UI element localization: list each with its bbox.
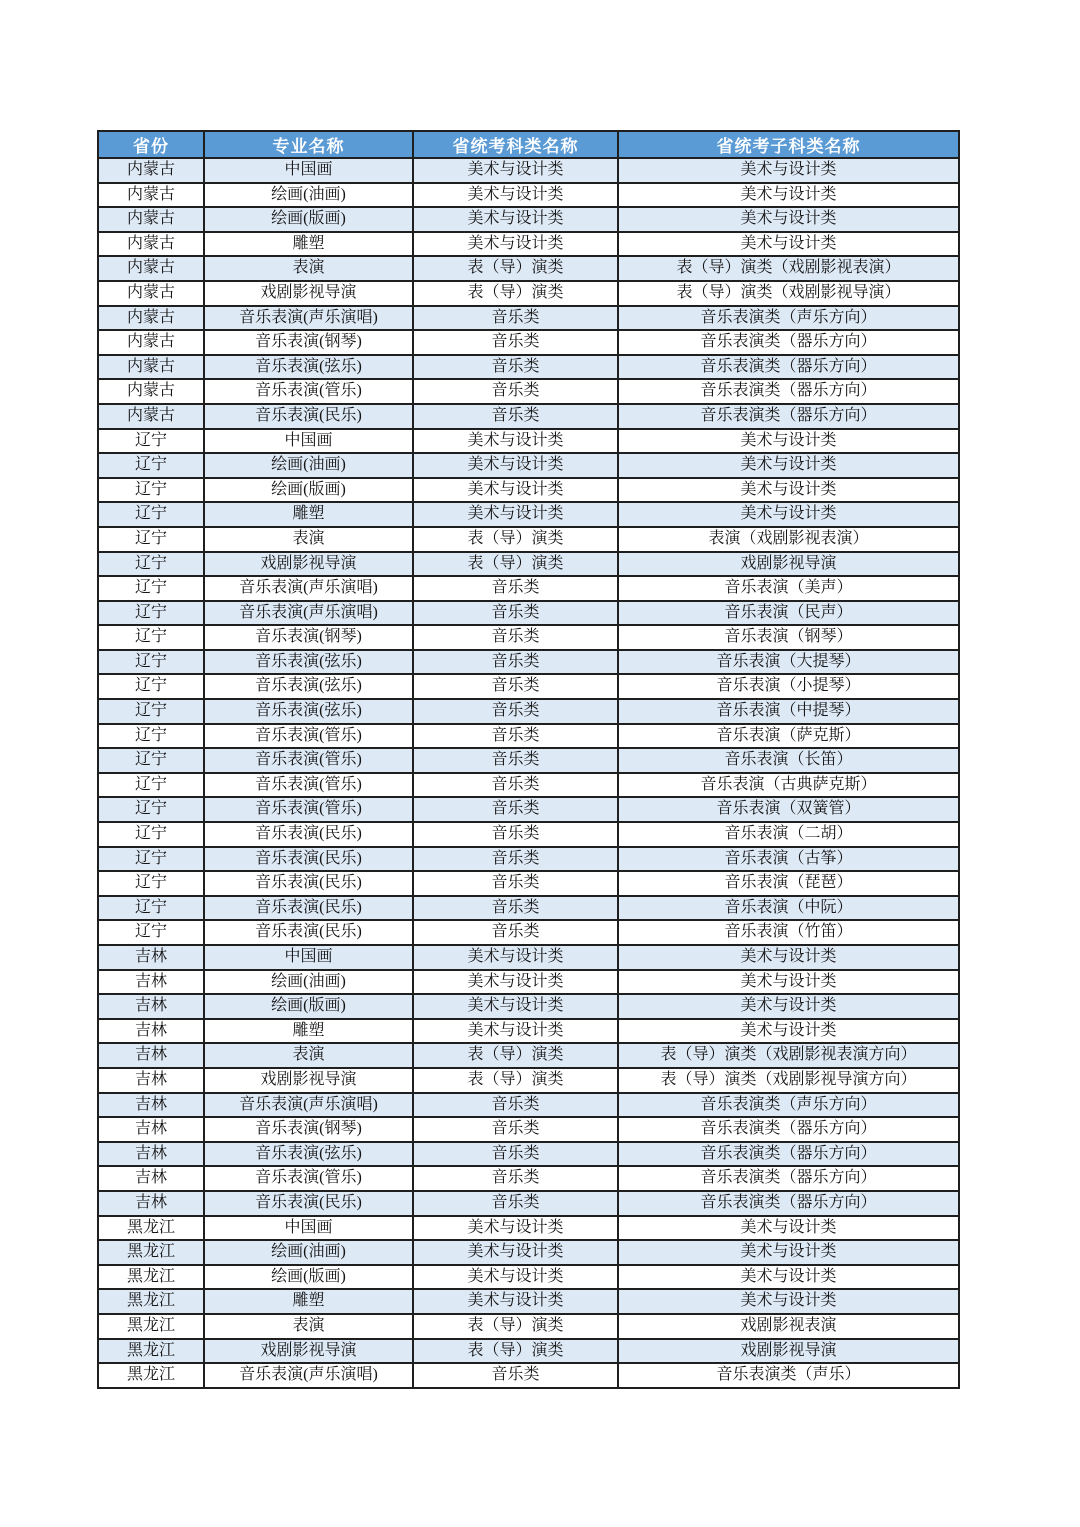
table-row xyxy=(98,674,959,699)
table-cell: 戏剧影视表演 xyxy=(618,1314,959,1339)
table-cell: 绘画(版画) xyxy=(204,1265,413,1290)
table-cell: 音乐表演（钢琴） xyxy=(618,625,959,650)
table-cell: 音乐表演（双簧管） xyxy=(618,797,959,822)
table-cell: 美术与设计类 xyxy=(618,232,959,257)
table-cell: 美术与设计类 xyxy=(618,1240,959,1265)
table-row xyxy=(98,576,959,601)
table-row xyxy=(98,1265,959,1290)
table-cell: 音乐表演类（声乐） xyxy=(618,1363,959,1388)
table-cell: 内蒙古 xyxy=(98,183,204,208)
table-row xyxy=(98,871,959,896)
table-row xyxy=(98,527,959,552)
table-cell: 音乐表演(弦乐) xyxy=(204,699,413,724)
table-row xyxy=(98,232,959,257)
table-cell: 音乐表演（古典萨克斯） xyxy=(618,773,959,798)
table-row xyxy=(98,1093,959,1118)
table-cell: 音乐表演(管乐) xyxy=(204,1166,413,1191)
table-cell: 表演 xyxy=(204,1314,413,1339)
table-cell: 音乐类 xyxy=(413,306,618,331)
table-cell: 吉林 xyxy=(98,1117,204,1142)
table-cell: 音乐表演(声乐演唱) xyxy=(204,601,413,626)
table-cell: 戏剧影视导演 xyxy=(204,1339,413,1364)
table-cell: 音乐表演(声乐演唱) xyxy=(204,576,413,601)
table-row xyxy=(98,158,959,183)
table-cell: 绘画(版画) xyxy=(204,207,413,232)
table-cell: 辽宁 xyxy=(98,478,204,503)
table-cell: 表（导）演类 xyxy=(413,1068,618,1093)
table-cell: 美术与设计类 xyxy=(618,158,959,183)
table-cell: 音乐类 xyxy=(413,1166,618,1191)
table-cell: 音乐表演（琵琶） xyxy=(618,871,959,896)
table-cell: 辽宁 xyxy=(98,674,204,699)
table-cell: 音乐表演类（器乐方向） xyxy=(618,1117,959,1142)
table-cell: 音乐表演（中阮） xyxy=(618,896,959,921)
table-row xyxy=(98,1019,959,1044)
table-cell: 辽宁 xyxy=(98,552,204,577)
table-cell: 内蒙古 xyxy=(98,281,204,306)
table-cell: 音乐类 xyxy=(413,379,618,404)
table-cell: 音乐类 xyxy=(413,822,618,847)
table-cell: 戏剧影视导演 xyxy=(204,1068,413,1093)
table-cell: 音乐表演(弦乐) xyxy=(204,355,413,380)
table-cell: 音乐表演(钢琴) xyxy=(204,330,413,355)
table-cell: 雕塑 xyxy=(204,502,413,527)
table-cell: 音乐类 xyxy=(413,1363,618,1388)
table-cell: 美术与设计类 xyxy=(618,429,959,454)
table-cell: 音乐表演(弦乐) xyxy=(204,650,413,675)
table-cell: 音乐类 xyxy=(413,355,618,380)
table-cell: 中国画 xyxy=(204,945,413,970)
table-cell: 辽宁 xyxy=(98,576,204,601)
table-cell: 美术与设计类 xyxy=(413,1240,618,1265)
table-cell: 吉林 xyxy=(98,1093,204,1118)
table-cell: 音乐表演(民乐) xyxy=(204,404,413,429)
table-cell: 音乐类 xyxy=(413,330,618,355)
table-cell: 音乐表演(弦乐) xyxy=(204,1142,413,1167)
table-cell: 音乐表演(管乐) xyxy=(204,797,413,822)
table-cell: 美术与设计类 xyxy=(413,1289,618,1314)
table-cell: 音乐表演（古筝） xyxy=(618,847,959,872)
table-cell: 音乐表演(民乐) xyxy=(204,920,413,945)
table-cell: 音乐表演类（器乐方向） xyxy=(618,330,959,355)
table-cell: 中国画 xyxy=(204,1216,413,1241)
table-cell: 美术与设计类 xyxy=(618,970,959,995)
table-cell: 音乐表演类（器乐方向） xyxy=(618,404,959,429)
table-cell: 音乐表演(民乐) xyxy=(204,847,413,872)
table-cell: 音乐类 xyxy=(413,625,618,650)
table-cell: 辽宁 xyxy=(98,527,204,552)
table-cell: 音乐类 xyxy=(413,576,618,601)
table-cell: 辽宁 xyxy=(98,797,204,822)
table-cell: 音乐表演（民声） xyxy=(618,601,959,626)
table-row xyxy=(98,1117,959,1142)
column-header-exam-category: 省统考科类名称 xyxy=(413,131,618,158)
table-cell: 美术与设计类 xyxy=(413,1216,618,1241)
table-row xyxy=(98,822,959,847)
table-row xyxy=(98,896,959,921)
table-cell: 辽宁 xyxy=(98,453,204,478)
table-cell: 内蒙古 xyxy=(98,330,204,355)
table-cell: 黑龙江 xyxy=(98,1363,204,1388)
table-row xyxy=(98,601,959,626)
table-cell: 绘画(版画) xyxy=(204,994,413,1019)
table-cell: 音乐表演(民乐) xyxy=(204,896,413,921)
table-row xyxy=(98,1289,959,1314)
table-cell: 音乐类 xyxy=(413,404,618,429)
table-cell: 美术与设计类 xyxy=(618,183,959,208)
table-cell: 音乐表演类（器乐方向） xyxy=(618,1191,959,1216)
table-cell: 吉林 xyxy=(98,994,204,1019)
table-cell: 中国画 xyxy=(204,158,413,183)
table-row xyxy=(98,724,959,749)
table-cell: 黑龙江 xyxy=(98,1265,204,1290)
table-cell: 音乐表演类（器乐方向） xyxy=(618,379,959,404)
table-cell: 美术与设计类 xyxy=(618,502,959,527)
table-row xyxy=(98,1142,959,1167)
table-cell: 辽宁 xyxy=(98,699,204,724)
table-cell: 音乐表演类（器乐方向） xyxy=(618,1166,959,1191)
table-row xyxy=(98,945,959,970)
column-header-province: 省份 xyxy=(98,131,204,158)
table-cell: 音乐表演类（声乐方向） xyxy=(618,306,959,331)
table-cell: 音乐类 xyxy=(413,650,618,675)
table-cell: 表（导）演类 xyxy=(413,527,618,552)
table-cell: 表（导）演类 xyxy=(413,1043,618,1068)
table-cell: 雕塑 xyxy=(204,232,413,257)
table-row xyxy=(98,355,959,380)
table-cell: 音乐类 xyxy=(413,871,618,896)
table-cell: 辽宁 xyxy=(98,429,204,454)
table-cell: 美术与设计类 xyxy=(618,1289,959,1314)
table-cell: 音乐类 xyxy=(413,699,618,724)
table-cell: 音乐表演(声乐演唱) xyxy=(204,1093,413,1118)
table-cell: 表演（戏剧影视表演） xyxy=(618,527,959,552)
table-cell: 美术与设计类 xyxy=(413,207,618,232)
table-row xyxy=(98,429,959,454)
table-cell: 表（导）演类 xyxy=(413,1314,618,1339)
table-cell: 音乐类 xyxy=(413,748,618,773)
table-cell: 美术与设计类 xyxy=(413,1265,618,1290)
table-cell: 吉林 xyxy=(98,1019,204,1044)
table-cell: 吉林 xyxy=(98,1191,204,1216)
table-cell: 音乐表演（中提琴） xyxy=(618,699,959,724)
table-row xyxy=(98,478,959,503)
table-cell: 绘画(版画) xyxy=(204,478,413,503)
table-cell: 美术与设计类 xyxy=(618,994,959,1019)
table-cell: 音乐类 xyxy=(413,1142,618,1167)
table-cell: 音乐表演（二胡） xyxy=(618,822,959,847)
table-cell: 内蒙古 xyxy=(98,404,204,429)
table-cell: 辽宁 xyxy=(98,896,204,921)
table-row xyxy=(98,1043,959,1068)
table-cell: 音乐类 xyxy=(413,896,618,921)
table-cell: 美术与设计类 xyxy=(413,970,618,995)
table-cell: 音乐表演类（器乐方向） xyxy=(618,1142,959,1167)
table-cell: 音乐表演(声乐演唱) xyxy=(204,1363,413,1388)
table-cell: 音乐表演（大提琴） xyxy=(618,650,959,675)
table-cell: 美术与设计类 xyxy=(618,478,959,503)
table-cell: 美术与设计类 xyxy=(618,945,959,970)
table-cell: 表（导）演类 xyxy=(413,552,618,577)
table-cell: 音乐表演(管乐) xyxy=(204,748,413,773)
table-row xyxy=(98,1068,959,1093)
table-row xyxy=(98,1314,959,1339)
table-cell: 音乐表演(钢琴) xyxy=(204,1117,413,1142)
table-cell: 音乐表演（小提琴） xyxy=(618,674,959,699)
table-cell: 美术与设计类 xyxy=(413,429,618,454)
table-cell: 辽宁 xyxy=(98,650,204,675)
table-row xyxy=(98,970,959,995)
table-cell: 美术与设计类 xyxy=(413,945,618,970)
table-cell: 辽宁 xyxy=(98,773,204,798)
table-row xyxy=(98,306,959,331)
table-row xyxy=(98,797,959,822)
table-cell: 美术与设计类 xyxy=(618,453,959,478)
table-cell: 绘画(油画) xyxy=(204,453,413,478)
table-row xyxy=(98,1363,959,1388)
table-cell: 内蒙古 xyxy=(98,256,204,281)
table-cell: 美术与设计类 xyxy=(413,502,618,527)
table-row xyxy=(98,281,959,306)
table-row xyxy=(98,1166,959,1191)
table-cell: 音乐表演（萨克斯） xyxy=(618,724,959,749)
table-cell: 表（导）演类（戏剧影视导演方向） xyxy=(618,1068,959,1093)
table-row xyxy=(98,847,959,872)
table-row xyxy=(98,650,959,675)
table-cell: 表（导）演类 xyxy=(413,281,618,306)
table-cell: 表（导）演类 xyxy=(413,256,618,281)
table-row xyxy=(98,404,959,429)
table-cell: 美术与设计类 xyxy=(413,478,618,503)
table-cell: 吉林 xyxy=(98,970,204,995)
table-cell: 音乐类 xyxy=(413,920,618,945)
table-cell: 美术与设计类 xyxy=(618,1216,959,1241)
table-cell: 表（导）演类（戏剧影视表演方向） xyxy=(618,1043,959,1068)
column-header-exam-subcategory: 省统考子科类名称 xyxy=(618,131,959,158)
table-cell: 表演 xyxy=(204,527,413,552)
table-row xyxy=(98,920,959,945)
table-cell: 内蒙古 xyxy=(98,379,204,404)
table-cell: 辽宁 xyxy=(98,822,204,847)
table-cell: 戏剧影视导演 xyxy=(618,1339,959,1364)
table-row xyxy=(98,1191,959,1216)
table-cell: 音乐表演类（器乐方向） xyxy=(618,355,959,380)
table-cell: 音乐表演（长笛） xyxy=(618,748,959,773)
table-cell: 表演 xyxy=(204,256,413,281)
table-cell: 黑龙江 xyxy=(98,1216,204,1241)
table-cell: 音乐类 xyxy=(413,724,618,749)
table-cell: 美术与设计类 xyxy=(413,453,618,478)
table-body xyxy=(98,158,959,1388)
table-cell: 吉林 xyxy=(98,1142,204,1167)
table-cell: 美术与设计类 xyxy=(618,207,959,232)
table-row xyxy=(98,256,959,281)
table-cell: 绘画(油画) xyxy=(204,183,413,208)
table-cell: 戏剧影视导演 xyxy=(204,281,413,306)
table-cell: 中国画 xyxy=(204,429,413,454)
table-cell: 美术与设计类 xyxy=(413,994,618,1019)
table-cell: 音乐表演(民乐) xyxy=(204,871,413,896)
table-cell: 美术与设计类 xyxy=(413,232,618,257)
table-cell: 内蒙古 xyxy=(98,158,204,183)
table-cell: 美术与设计类 xyxy=(413,1019,618,1044)
table-cell: 美术与设计类 xyxy=(413,158,618,183)
table-cell: 内蒙古 xyxy=(98,306,204,331)
table-row xyxy=(98,552,959,577)
table-cell: 辽宁 xyxy=(98,920,204,945)
table-cell: 雕塑 xyxy=(204,1019,413,1044)
table-cell: 表（导）演类（戏剧影视表演） xyxy=(618,256,959,281)
table-cell: 辽宁 xyxy=(98,724,204,749)
table-cell: 音乐表演(管乐) xyxy=(204,724,413,749)
table-row xyxy=(98,379,959,404)
table-cell: 音乐表演(民乐) xyxy=(204,1191,413,1216)
table-cell: 音乐类 xyxy=(413,601,618,626)
table-row xyxy=(98,183,959,208)
table-row xyxy=(98,699,959,724)
table-cell: 美术与设计类 xyxy=(618,1019,959,1044)
table-cell: 音乐类 xyxy=(413,674,618,699)
table-cell: 吉林 xyxy=(98,1166,204,1191)
table-cell: 辽宁 xyxy=(98,871,204,896)
table-row xyxy=(98,748,959,773)
table-row xyxy=(98,1339,959,1364)
table-cell: 表演 xyxy=(204,1043,413,1068)
table-cell: 黑龙江 xyxy=(98,1289,204,1314)
table-cell: 吉林 xyxy=(98,1043,204,1068)
table-cell: 美术与设计类 xyxy=(618,1265,959,1290)
table-cell: 戏剧影视导演 xyxy=(204,552,413,577)
table-cell: 音乐类 xyxy=(413,1117,618,1142)
table-row xyxy=(98,994,959,1019)
table-cell: 表（导）演类 xyxy=(413,1339,618,1364)
table-cell: 音乐类 xyxy=(413,1093,618,1118)
table-cell: 音乐表演(弦乐) xyxy=(204,674,413,699)
table-cell: 音乐表演类（声乐方向） xyxy=(618,1093,959,1118)
table-cell: 黑龙江 xyxy=(98,1240,204,1265)
table-cell: 吉林 xyxy=(98,945,204,970)
table-cell: 音乐表演(钢琴) xyxy=(204,625,413,650)
table-cell: 绘画(油画) xyxy=(204,1240,413,1265)
column-header-major-name: 专业名称 xyxy=(204,131,413,158)
table-cell: 内蒙古 xyxy=(98,232,204,257)
table-cell: 音乐表演（美声） xyxy=(618,576,959,601)
table-cell: 音乐类 xyxy=(413,1191,618,1216)
table-cell: 音乐表演(管乐) xyxy=(204,773,413,798)
table-cell: 音乐表演(管乐) xyxy=(204,379,413,404)
table-cell: 音乐表演(民乐) xyxy=(204,822,413,847)
table-header-row xyxy=(98,131,959,158)
table-cell: 绘画(油画) xyxy=(204,970,413,995)
table-row xyxy=(98,453,959,478)
table-cell: 音乐类 xyxy=(413,773,618,798)
table-cell: 戏剧影视导演 xyxy=(618,552,959,577)
table-cell: 辽宁 xyxy=(98,601,204,626)
table-row xyxy=(98,330,959,355)
table-cell: 音乐类 xyxy=(413,847,618,872)
table-cell: 美术与设计类 xyxy=(413,183,618,208)
table-cell: 黑龙江 xyxy=(98,1339,204,1364)
table-cell: 音乐类 xyxy=(413,797,618,822)
table-cell: 内蒙古 xyxy=(98,207,204,232)
admissions-category-table xyxy=(97,130,960,1389)
table-cell: 内蒙古 xyxy=(98,355,204,380)
table-row xyxy=(98,1216,959,1241)
table-cell: 辽宁 xyxy=(98,502,204,527)
table-cell: 雕塑 xyxy=(204,1289,413,1314)
table-row xyxy=(98,625,959,650)
table-cell: 吉林 xyxy=(98,1068,204,1093)
table-row xyxy=(98,773,959,798)
table-cell: 辽宁 xyxy=(98,847,204,872)
table-cell: 音乐表演(声乐演唱) xyxy=(204,306,413,331)
table-cell: 表（导）演类（戏剧影视导演） xyxy=(618,281,959,306)
table-row xyxy=(98,502,959,527)
table-cell: 黑龙江 xyxy=(98,1314,204,1339)
table-cell: 辽宁 xyxy=(98,625,204,650)
table-cell: 辽宁 xyxy=(98,748,204,773)
table-row xyxy=(98,1240,959,1265)
table-row xyxy=(98,207,959,232)
table-cell: 音乐表演（竹笛） xyxy=(618,920,959,945)
